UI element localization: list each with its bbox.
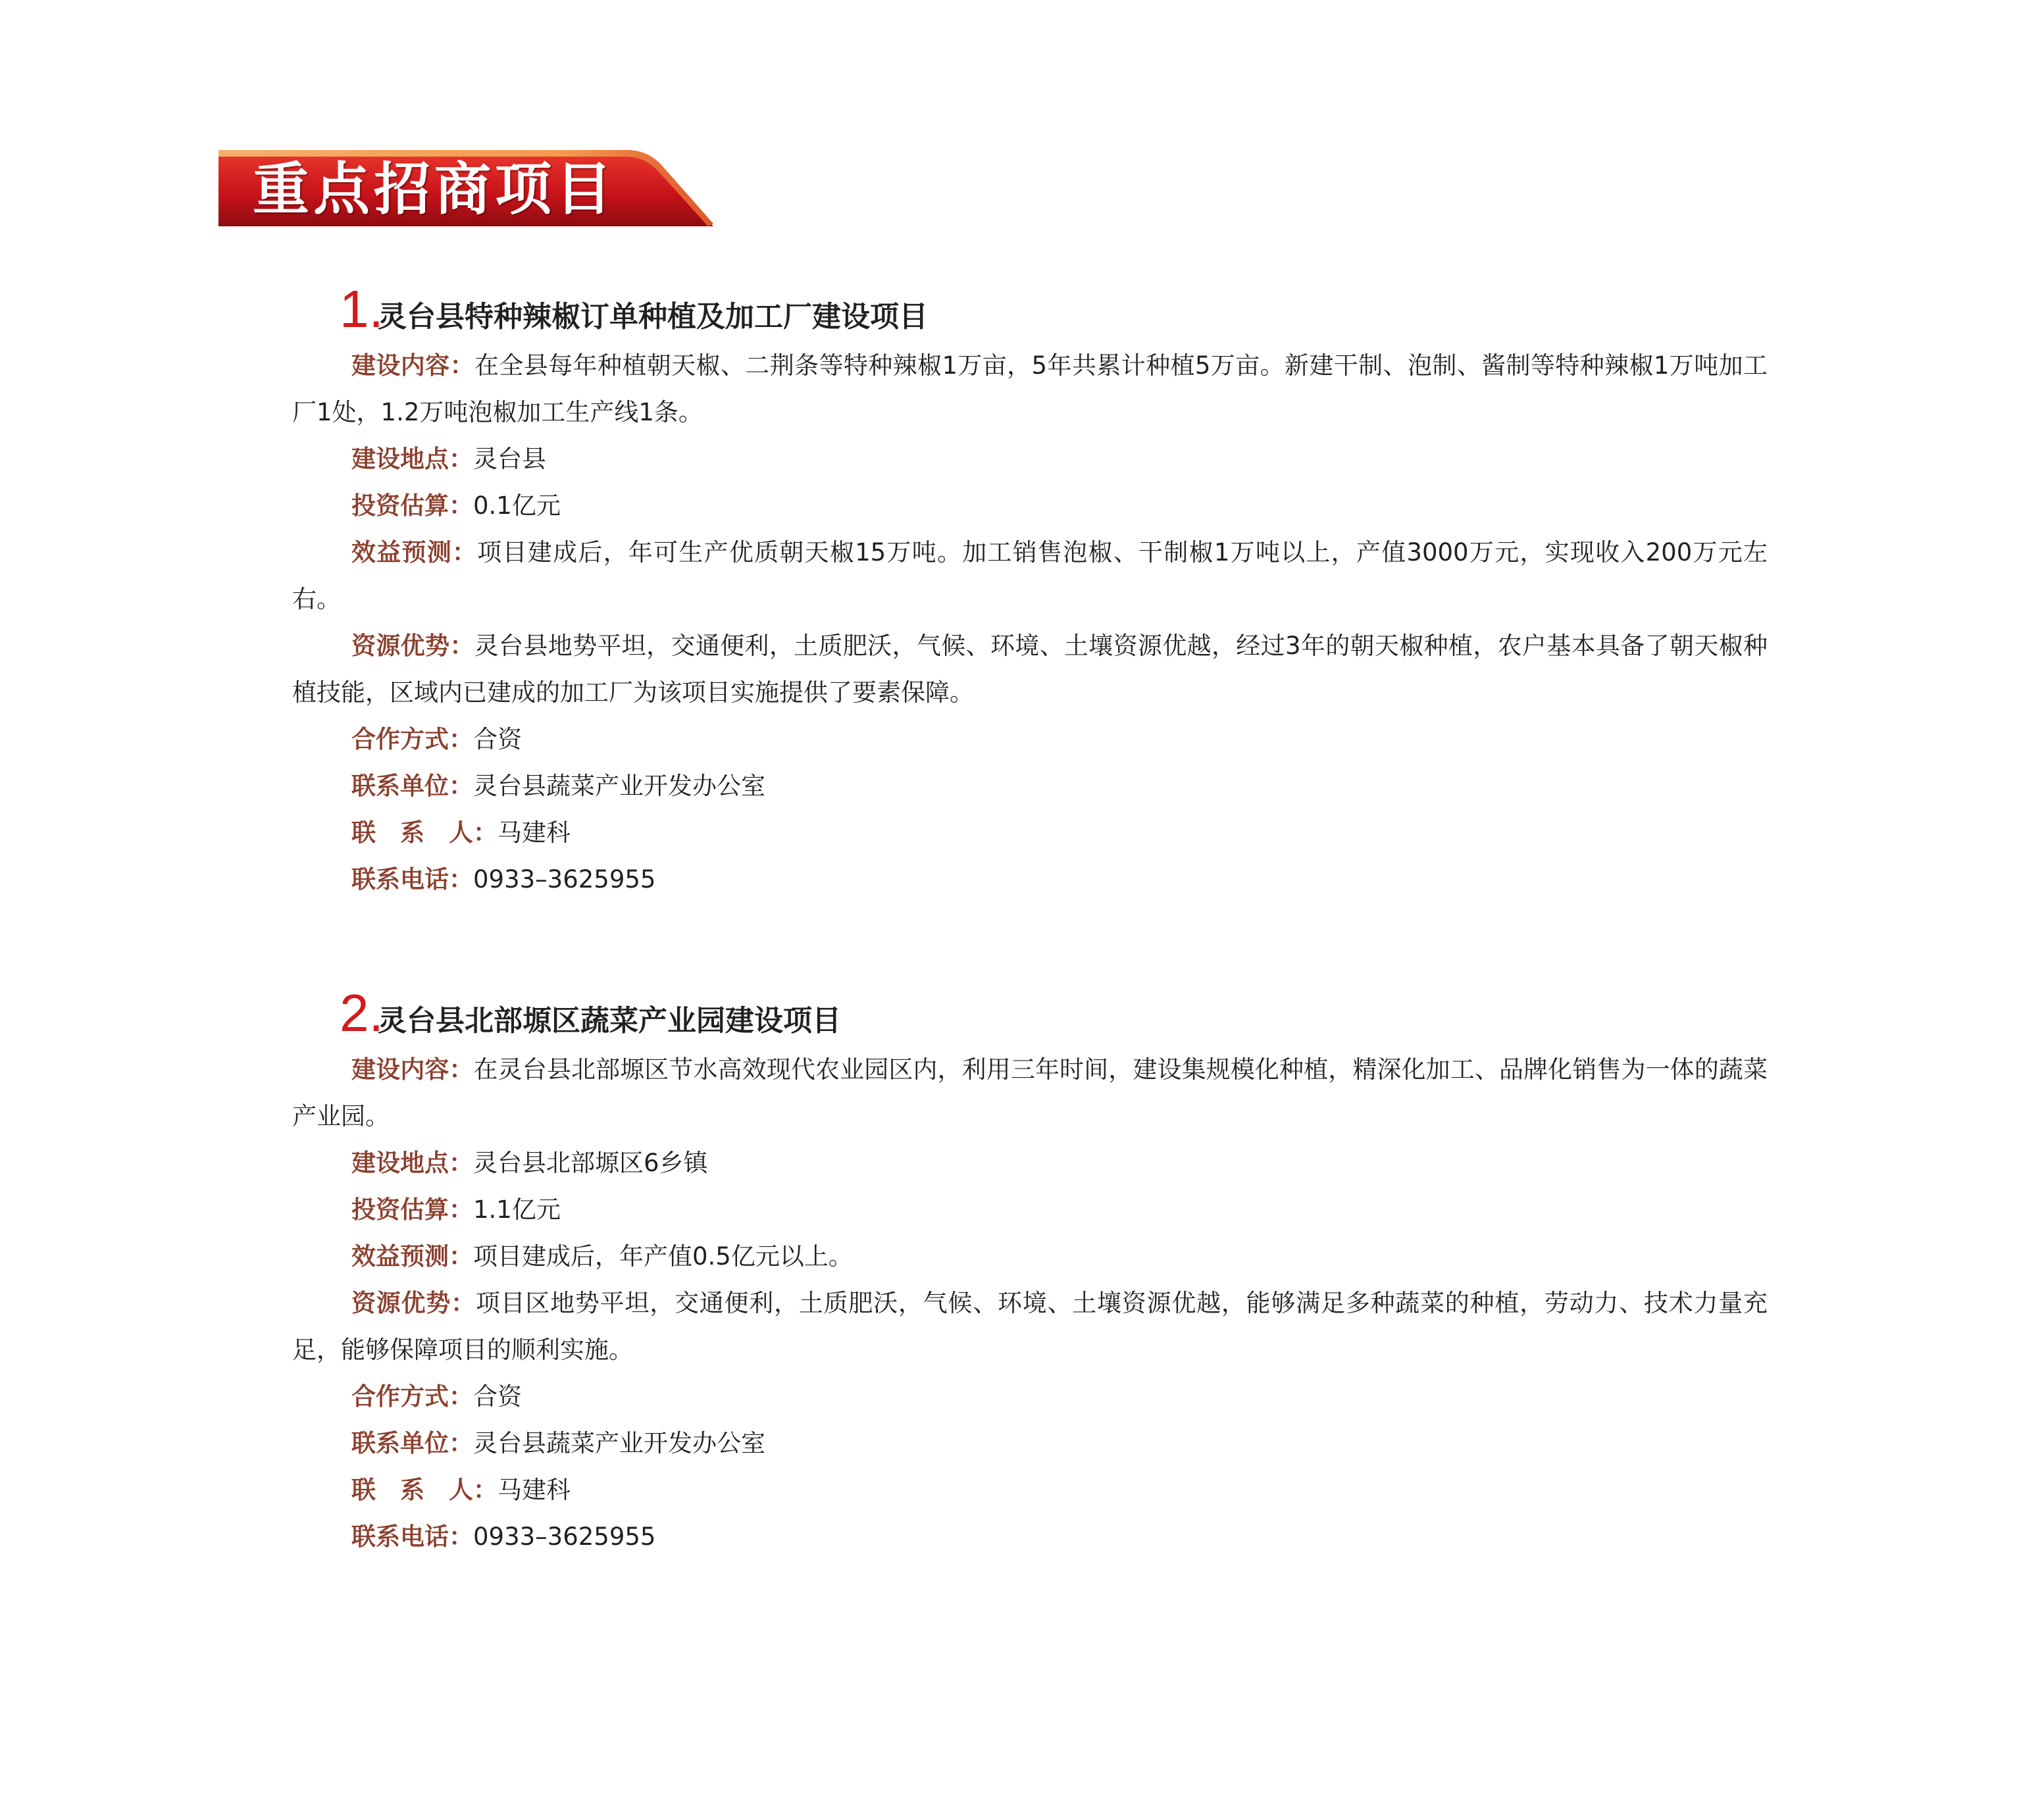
field-resource-advantage (292, 622, 1768, 716)
field-resource-advantage (292, 1280, 1768, 1373)
section-title: 重点招商项目 (253, 157, 616, 222)
project-number: 1. (340, 280, 384, 338)
field-cooperation-mode (292, 716, 1768, 763)
field-contact-person (292, 1467, 1768, 1513)
field-label: 联系电话： (351, 1523, 473, 1551)
field-value: 合资 (473, 725, 522, 753)
field-label: 资源优势： (351, 632, 474, 660)
field-label: 建设地点： (351, 1149, 473, 1177)
field-label: 联 系 人： (351, 818, 498, 847)
field-investment (292, 482, 1768, 529)
field-label: 投资估算： (351, 1195, 473, 1224)
project-card (292, 276, 1768, 903)
field-contact-person (292, 809, 1768, 856)
field-location (292, 1140, 1768, 1186)
field-label: 联系电话： (351, 865, 473, 893)
field-value: 在灵台县北部塬区节水高效现代农业园区内，利用三年时间，建设集规模化种植，精深化加工、品牌化销售为一体的蔬菜产业园。 (292, 1055, 1768, 1130)
field-cooperation-mode (292, 1373, 1768, 1420)
field-investment (292, 1186, 1768, 1233)
field-value: 灵台县蔬菜产业开发办公室 (473, 772, 765, 800)
field-value: 项目建成后，年产值0.5亿元以上。 (473, 1242, 853, 1271)
field-value: 0933–3625955 (473, 1523, 656, 1551)
project-number: 2. (340, 984, 384, 1042)
field-contact-phone (292, 1513, 1768, 1560)
project-heading (292, 276, 1768, 342)
field-location (292, 436, 1768, 482)
field-benefit-forecast (292, 1233, 1768, 1280)
field-value: 在全县每年种植朝天椒、二荆条等特种辣椒1万亩，5年共累计种植5万亩。新建干制、泡制、酱制等特种辣椒1万吨加工厂1处，1.2万吨泡椒加工生产线1条。 (292, 351, 1768, 426)
field-label: 联 系 人： (351, 1476, 498, 1504)
project-heading (292, 980, 1768, 1046)
project-card (292, 980, 1768, 1560)
field-construction-content (292, 342, 1768, 436)
field-label: 资源优势： (351, 1289, 476, 1317)
field-label: 联系单位： (351, 1429, 473, 1457)
field-contact-phone (292, 856, 1768, 903)
field-value: 灵台县蔬菜产业开发办公室 (473, 1429, 765, 1457)
field-label: 联系单位： (351, 772, 473, 800)
field-value: 灵台县 (473, 445, 546, 473)
field-label: 效益预测： (351, 538, 478, 566)
field-value: 项目区地势平坦，交通便利，土质肥沃，气候、环境、土壤资源优越，能够满足多种蔬菜的种植，劳动力、技术力量充足，能够保障项目的顺利实施。 (292, 1289, 1768, 1364)
field-value: 合资 (473, 1382, 522, 1411)
field-value: 0933–3625955 (473, 865, 656, 893)
field-contact-unit (292, 763, 1768, 809)
field-value: 0.1亿元 (473, 491, 561, 520)
field-benefit-forecast (292, 529, 1768, 622)
field-value: 1.1亿元 (473, 1195, 561, 1224)
field-label: 建设内容： (351, 1055, 474, 1084)
project-title: 灵台县特种辣椒订单种植及加工厂建设项目 (378, 300, 928, 334)
field-value: 灵台县地势平坦，交通便利，土质肥沃，气候、环境、土壤资源优越，经过3年的朝天椒种植，农户基本具备了朝天椒种植技能，区域内已建成的加工厂为该项目实施提供了要素保障。 (292, 632, 1768, 707)
field-label: 合作方式： (351, 725, 473, 753)
field-label: 合作方式： (351, 1382, 473, 1411)
project-title: 灵台县北部塬区蔬菜产业园建设项目 (378, 1004, 841, 1038)
field-label: 建设地点： (351, 445, 473, 473)
field-label: 建设内容： (351, 351, 474, 380)
field-value: 马建科 (498, 1476, 571, 1504)
field-value: 马建科 (498, 818, 571, 847)
field-construction-content (292, 1046, 1768, 1140)
field-label: 效益预测： (351, 1242, 473, 1271)
section-banner (218, 150, 713, 229)
field-contact-unit (292, 1420, 1768, 1467)
field-value: 项目建成后，年可生产优质朝天椒15万吨。加工销售泡椒、干制椒1万吨以上，产值3000万元，实现收入200万元左右。 (292, 538, 1768, 613)
field-label: 投资估算： (351, 491, 473, 520)
field-value: 灵台县北部塬区6乡镇 (473, 1149, 708, 1177)
